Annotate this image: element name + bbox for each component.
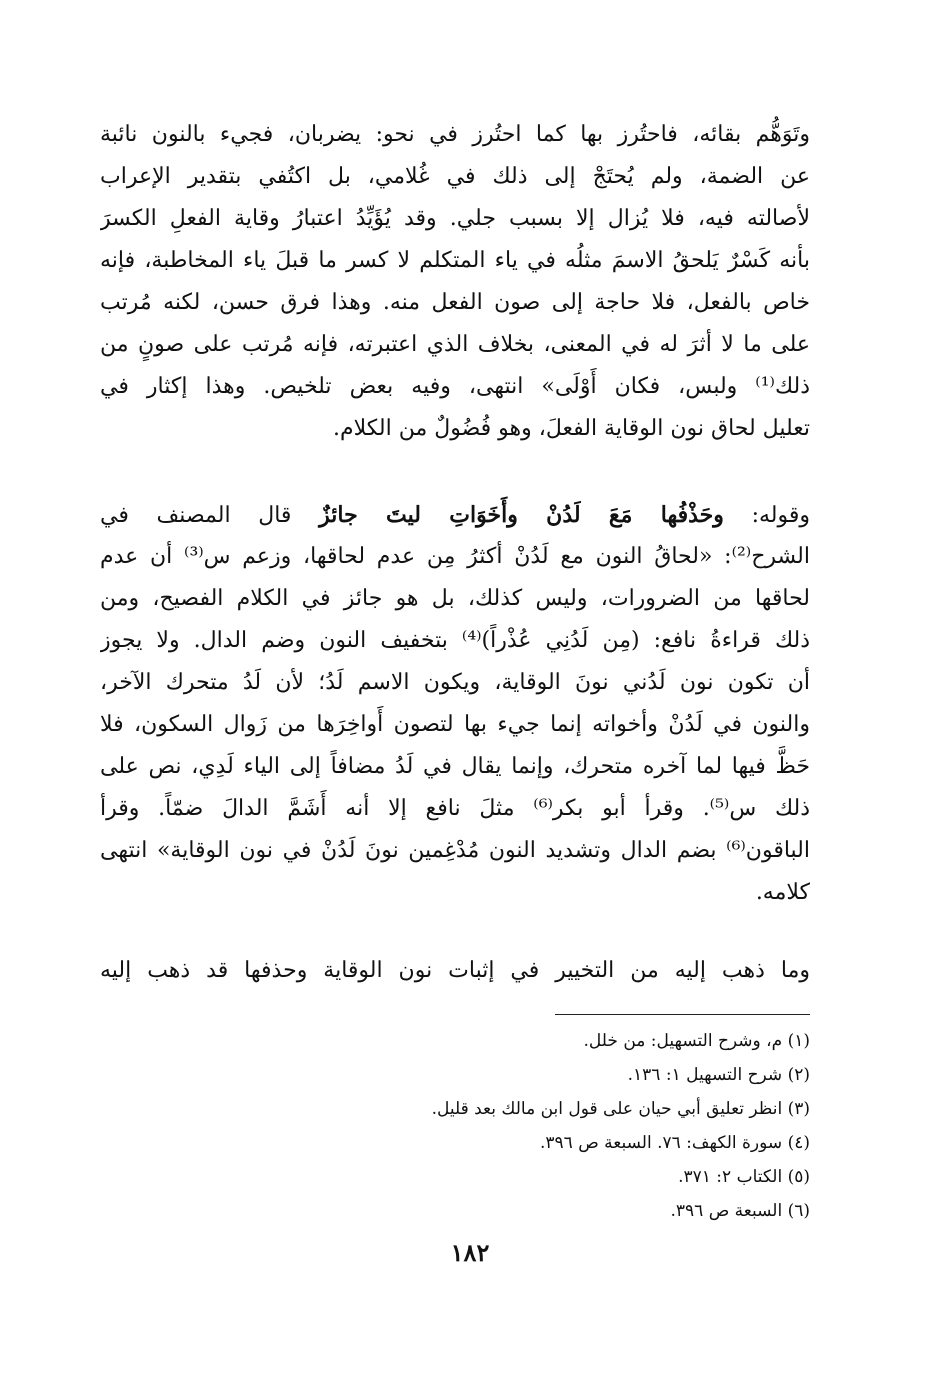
quoted-matn: وحَذْفُها مَعَ لَدُنْ وأَخَوَاتِ ليتَ جائزٌ: [319, 502, 724, 528]
footnote: (٢) شرح التسهيل ١: ١٣٦.: [627, 1065, 810, 1085]
paragraph-1: [100, 114, 810, 450]
text-line: على ما لا أثرَ له في المعنى، بخلاف الذي اعتبرته، فإنه مُرتب على صونٍ من: [100, 332, 810, 357]
text-line: لأصالته فيه، فلا يُزال إلا بسبب جلي. وقد يُؤَيِّدُ اعتبارُ وقاية الفعلِ الكسرَ: [100, 206, 810, 231]
footnotes: [300, 1024, 810, 1228]
text-line: كلامه.: [755, 880, 810, 905]
paragraph-3: [100, 950, 810, 992]
text-line: لحاقها من الضرورات، وليس كذلك، بل هو جائز في الكلام الفصيح، ومن: [100, 586, 810, 611]
text-rest: قال المصنف في: [100, 503, 320, 528]
page-number: ١٨٢: [450, 1238, 490, 1267]
text-line: خاص بالفعل، فلا حاجة إلى صون الفعل منه. وهذا فرق حسن، لكنه مُرتب: [100, 290, 810, 315]
footnote: (١) م، وشرح التسهيل: من خلل.: [583, 1031, 810, 1051]
footnote: (٣) انظر تعليق أبي حيان على قول ابن مالك بعد قليل.: [431, 1099, 810, 1119]
text-line: والنون في لَدُنْ وأخواته إنما جيء بها لتصون أَواخِرَها من زَوال السكون، فلا: [100, 712, 810, 737]
lead-text: وقوله:: [723, 503, 810, 528]
text-line: بأنه كَسْرٌ يَلحقُ الاسمَ مثلُه في ياء المتكلم لا كسر ما قبلَ ياء المخاطبة، فإنه: [100, 248, 810, 273]
footnote: (٤) سورة الكهف: ٧٦. السبعة ص ٣٩٦.: [540, 1133, 810, 1153]
text-line: تعليل لحاق نون الوقاية الفعلَ، وهو فُضُولٌ من الكلام.: [333, 416, 810, 441]
text-line: حَظَّ فيها لما آخره متحرك، وإنما يقال في لَدُ مضافاً إلى الياء لَدِي، نص على: [100, 754, 810, 779]
paragraph-2: [100, 494, 810, 914]
footnote: (٥) الكتاب ٢: ٣٧١.: [678, 1167, 810, 1187]
text-line: ذلك قراءةُ نافع: (مِن لَدُنِي عُذْراً)⁽⁴⁾ بتخفيف النون وضم الدال. ولا يجوز: [100, 628, 810, 653]
text-line: أن تكون نون لَدُني نونَ الوقاية، ويكون الاسم لَدُ؛ لأن لَدُ متحرك الآخر،: [100, 670, 810, 695]
text-line: وتَوَهُّم بقائه، فاحتُرز بها كما احتُرز في نحو: يضربان، فجيء بالنون نائبة: [100, 122, 810, 147]
text-line: الباقون⁽⁶⁾ بضم الدال وتشديد النون مُدْغِمين نونَ لَدُنْ في نون الوقاية» انتهى: [100, 838, 810, 863]
footnote-separator: [555, 1014, 810, 1015]
text-line: ذلك س⁽⁵⁾. وقرأ أبو بكر⁽⁶⁾ مثلَ نافع إلا أنه أَشَمَّ الدالَ ضمّاً. وقرأ: [100, 796, 810, 821]
text-line-with-quote: [100, 494, 810, 536]
text-line: عن الضمة، ولم يُحتَجْ إلى ذلك في غُلامي، بل اكتُفي بتقدير الإعراب: [100, 164, 810, 189]
text-line: ذلك⁽¹⁾ ولبس، فكان أَوْلَى» انتهى، وفيه بعض تلخيص. وهذا إكثار في: [100, 374, 810, 399]
footnote: (٦) السبعة ص ٣٩٦.: [670, 1201, 810, 1221]
text-line: وما ذهب إليه من التخيير في إثبات نون الوقاية وحذفها قد ذهب إليه: [100, 958, 810, 983]
text-line: الشرح⁽²⁾: «لحاقُ النون مع لَدُنْ أكثرُ مِن عدم لحاقها، وزعم س⁽³⁾ أن عدم: [100, 544, 810, 569]
